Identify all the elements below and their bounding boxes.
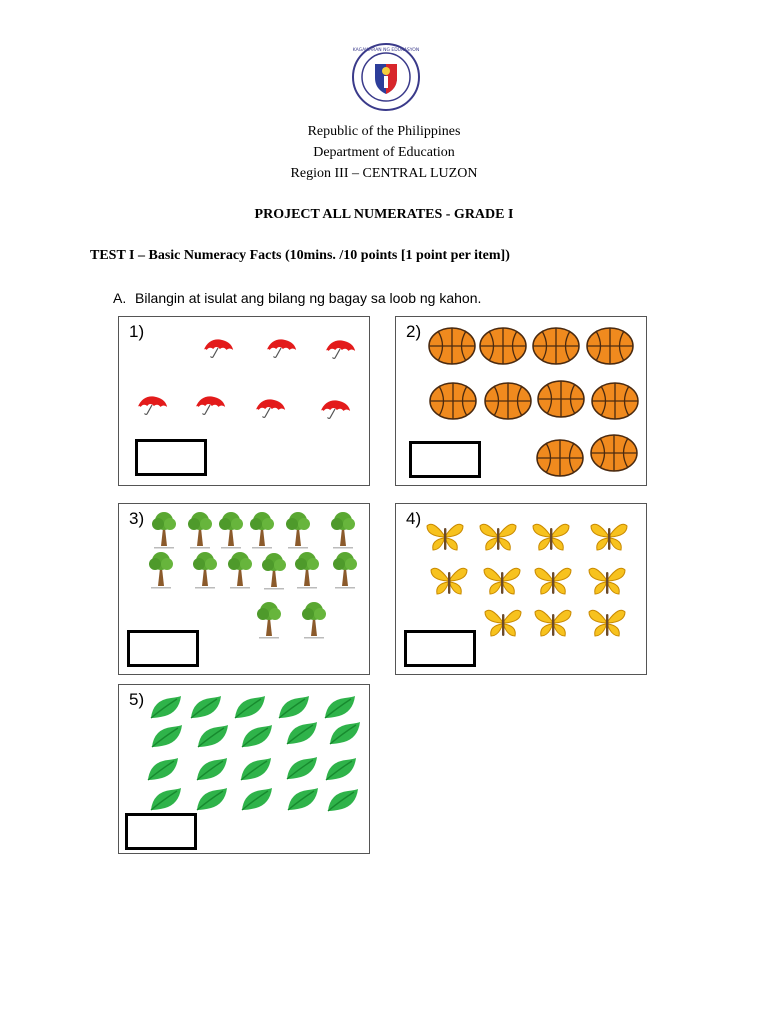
tree-icon: [218, 510, 244, 550]
header-department: Department of Education: [313, 145, 455, 160]
leaf-icon: [240, 723, 274, 749]
butterfly-icon: [429, 564, 469, 598]
svg-text:KAGAWARAN NG EDUKASYON: KAGAWARAN NG EDUKASYON: [352, 48, 420, 53]
header-republic: Republic of the Philippines: [307, 124, 461, 139]
leaf-icon: [149, 786, 183, 812]
butterfly-icon: [478, 520, 518, 554]
butterfly-icon: [587, 606, 627, 640]
leaf-icon: [285, 755, 319, 781]
butterfly-icon: [483, 606, 523, 640]
tree-icon: [332, 550, 358, 590]
basketball-icon: [536, 379, 586, 419]
leaf-icon: [195, 756, 229, 782]
page-title: PROJECT ALL NUMERATES - GRADE I: [254, 207, 514, 222]
leaf-icon: [189, 694, 223, 720]
instruction: [113, 290, 481, 306]
item-box-5: [118, 684, 370, 854]
leaf-icon: [285, 720, 319, 746]
tree-icon: [227, 550, 253, 590]
item-box-1: [118, 316, 370, 486]
header-region: Region III – CENTRAL LUZON: [290, 166, 478, 181]
item-box-2: [395, 316, 647, 486]
tree-icon: [330, 510, 356, 550]
basketball-icon: [585, 326, 635, 366]
answer-box-3[interactable]: [127, 630, 199, 667]
item-box-4: [395, 503, 647, 675]
item-number-2: 2): [406, 322, 422, 341]
leaf-icon: [326, 787, 360, 813]
leaf-icon: [150, 723, 184, 749]
leaf-icon: [239, 756, 273, 782]
umbrella-icon: [135, 393, 169, 417]
butterfly-icon: [425, 520, 465, 554]
leaf-icon: [328, 720, 362, 746]
butterfly-icon: [589, 520, 629, 554]
leaf-icon: [146, 756, 180, 782]
instruction-text: Bilangin at isulat ang bilang ng bagay sa loob ng kahon.: [135, 290, 482, 306]
basketball-icon: [535, 438, 585, 478]
tree-icon: [294, 550, 320, 590]
basketball-icon: [590, 381, 640, 421]
umbrella-icon: [193, 393, 227, 417]
answer-box-4[interactable]: [404, 630, 476, 667]
leaf-icon: [324, 756, 358, 782]
tree-icon: [192, 550, 218, 590]
basketball-icon: [589, 433, 639, 473]
tree-icon: [261, 551, 287, 591]
butterfly-icon: [533, 564, 573, 598]
item-number-1: 1): [129, 322, 145, 341]
instruction-letter: A.: [113, 290, 127, 306]
tree-icon: [301, 600, 327, 640]
umbrella-icon: [201, 336, 235, 360]
basketball-icon: [483, 381, 533, 421]
answer-box-1[interactable]: [135, 439, 207, 476]
leaf-icon: [277, 694, 311, 720]
deped-seal-logo: [351, 42, 421, 112]
tree-icon: [187, 510, 213, 550]
leaf-icon: [149, 694, 183, 720]
tree-icon: [285, 510, 311, 550]
item-box-3: [118, 503, 370, 675]
item-number-4: 4): [406, 509, 422, 528]
leaf-icon: [323, 694, 357, 720]
leaf-icon: [195, 786, 229, 812]
answer-box-2[interactable]: [409, 441, 481, 478]
leaf-icon: [233, 694, 267, 720]
answer-box-5[interactable]: [125, 813, 197, 850]
tree-icon: [151, 510, 177, 550]
tree-icon: [148, 550, 174, 590]
test-heading: TEST I – Basic Numeracy Facts (10mins. /10 points [1 point per item]): [90, 248, 510, 263]
tree-icon: [256, 600, 282, 640]
butterfly-icon: [482, 564, 522, 598]
umbrella-icon: [323, 337, 357, 361]
umbrella-icon: [264, 336, 298, 360]
butterfly-icon: [587, 564, 627, 598]
tree-icon: [249, 510, 275, 550]
leaf-icon: [286, 786, 320, 812]
basketball-icon: [478, 326, 528, 366]
umbrella-icon: [318, 397, 352, 421]
item-number-5: 5): [129, 690, 145, 709]
leaf-icon: [196, 723, 230, 749]
butterfly-icon: [531, 520, 571, 554]
item-number-3: 3): [129, 509, 145, 528]
butterfly-icon: [533, 606, 573, 640]
basketball-icon: [428, 381, 478, 421]
basketball-icon: [531, 326, 581, 366]
leaf-icon: [240, 786, 274, 812]
umbrella-icon: [253, 396, 287, 420]
basketball-icon: [427, 326, 477, 366]
